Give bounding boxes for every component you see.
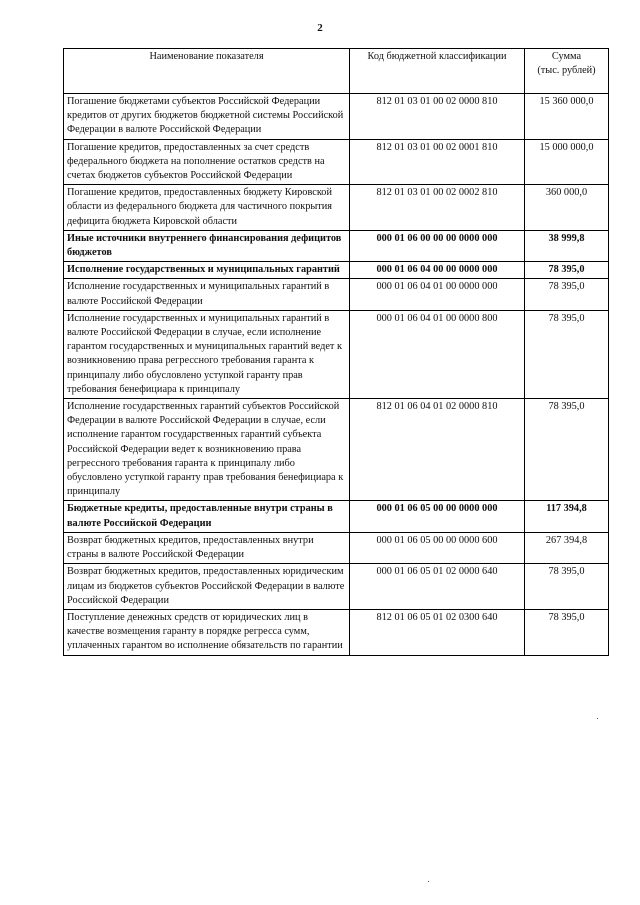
header-sum: [525, 49, 609, 94]
row-name-cell: Погашение кредитов, предоставленных бюджету Кировской области из федерального бюджета для частичного покрытия дефицита бюджета Кировской области: [64, 185, 350, 231]
row-code-cell: 812 01 03 01 00 02 0001 810: [350, 139, 525, 185]
row-sum-cell: 78 395,0: [525, 279, 609, 310]
header-code: Код бюджетной классификации: [350, 49, 525, 94]
header-name: Наименование показателя: [64, 49, 350, 94]
scan-speck: [428, 881, 429, 882]
row-sum-cell: 78 395,0: [525, 609, 609, 655]
row-name-cell: Исполнение государственных и муниципальных гарантий в валюте Российской Федерации: [64, 279, 350, 310]
row-name-cell: Исполнение государственных и муниципальных гарантий: [64, 262, 350, 279]
scan-speck: [597, 718, 598, 719]
table-row: [64, 230, 609, 261]
row-sum-cell: 117 394,8: [525, 501, 609, 532]
row-code-cell: 812 01 06 04 01 02 0000 810: [350, 399, 525, 501]
row-code-cell: 000 01 06 04 01 00 0000 800: [350, 310, 525, 398]
row-code-cell: 812 01 03 01 00 02 0002 810: [350, 185, 525, 231]
row-name-cell: Погашение бюджетами субъектов Российской Федерации кредитов от других бюджетов бюджетной системы Российской Федерации в валюте Российской Федерации: [64, 94, 350, 140]
row-sum-cell: 78 395,0: [525, 399, 609, 501]
row-name-cell: Иные источники внутреннего финансирования дефицитов бюджетов: [64, 230, 350, 261]
row-code-cell: 000 01 06 04 00 00 0000 000: [350, 262, 525, 279]
row-code-cell: 812 01 03 01 00 02 0000 810: [350, 94, 525, 140]
row-name-cell: Бюджетные кредиты, предоставленные внутри страны в валюте Российской Федерации: [64, 501, 350, 532]
row-sum-cell: 360 000,0: [525, 185, 609, 231]
table-row: [64, 262, 609, 279]
table-row: [64, 279, 609, 310]
row-code-cell: 000 01 06 00 00 00 0000 000: [350, 230, 525, 261]
table-row: [64, 94, 609, 140]
row-sum-cell: 15 000 000,0: [525, 139, 609, 185]
row-name-cell: Погашение кредитов, предоставленных за счет средств федерального бюджета на пополнение остатков средств на счетах бюджетов субъектов Российской Федерации: [64, 139, 350, 185]
row-sum-cell: 15 360 000,0: [525, 94, 609, 140]
table-row: [64, 501, 609, 532]
row-name-cell: Возврат бюджетных кредитов, предоставленных юридическим лицам из бюджетов субъектов Российской Федерации в валюте Российской Федерации: [64, 564, 350, 610]
budget-sources-table: [63, 48, 609, 656]
row-name-cell: Исполнение государственных гарантий субъектов Российской Федерации в валюте Российской Федерации в случае, если исполнение гарантом государственных гарантий субъекта Российской Федерации ведет к возникновению права регрессного требования гаранта к принципалу либо обусловлено уступкой гаранту прав требования бенефициара к принципалу: [64, 399, 350, 501]
row-code-cell: 000 01 06 05 00 00 0000 600: [350, 532, 525, 563]
table-row: [64, 532, 609, 563]
table-row: [64, 564, 609, 610]
header-sum-units: (тыс. рублей): [537, 65, 596, 77]
table-row: [64, 399, 609, 501]
header-sum-title: Сумма: [551, 51, 582, 62]
row-sum-cell: 38 999,8: [525, 230, 609, 261]
row-code-cell: 000 01 06 05 01 02 0000 640: [350, 564, 525, 610]
table-row: [64, 185, 609, 231]
row-sum-cell: 78 395,0: [525, 564, 609, 610]
table-header-row: [64, 49, 609, 94]
row-code-cell: 812 01 06 05 01 02 0300 640: [350, 609, 525, 655]
row-name-cell: Исполнение государственных и муниципальных гарантий в валюте Российской Федерации в случае, если исполнение гарантом государственных и муниципальных гарантий ведет к возникновению права регрессного требования гаранта к принципалу либо обусловлено уступкой гаранту прав требования бенефициара к принципалу: [64, 310, 350, 398]
row-code-cell: 000 01 06 04 01 00 0000 000: [350, 279, 525, 310]
page-number: 2: [317, 22, 323, 34]
table-row: [64, 609, 609, 655]
row-name-cell: Возврат бюджетных кредитов, предоставленных внутри страны в валюте Российской Федерации: [64, 532, 350, 563]
row-sum-cell: 267 394,8: [525, 532, 609, 563]
table-row: [64, 310, 609, 398]
table-row: [64, 139, 609, 185]
row-code-cell: 000 01 06 05 00 00 0000 000: [350, 501, 525, 532]
row-name-cell: Поступление денежных средств от юридических лиц в качестве возмещения гаранту в порядке регресса сумм, уплаченных гарантом во исполнение обязательств по гарантии: [64, 609, 350, 655]
row-sum-cell: 78 395,0: [525, 310, 609, 398]
row-sum-cell: 78 395,0: [525, 262, 609, 279]
